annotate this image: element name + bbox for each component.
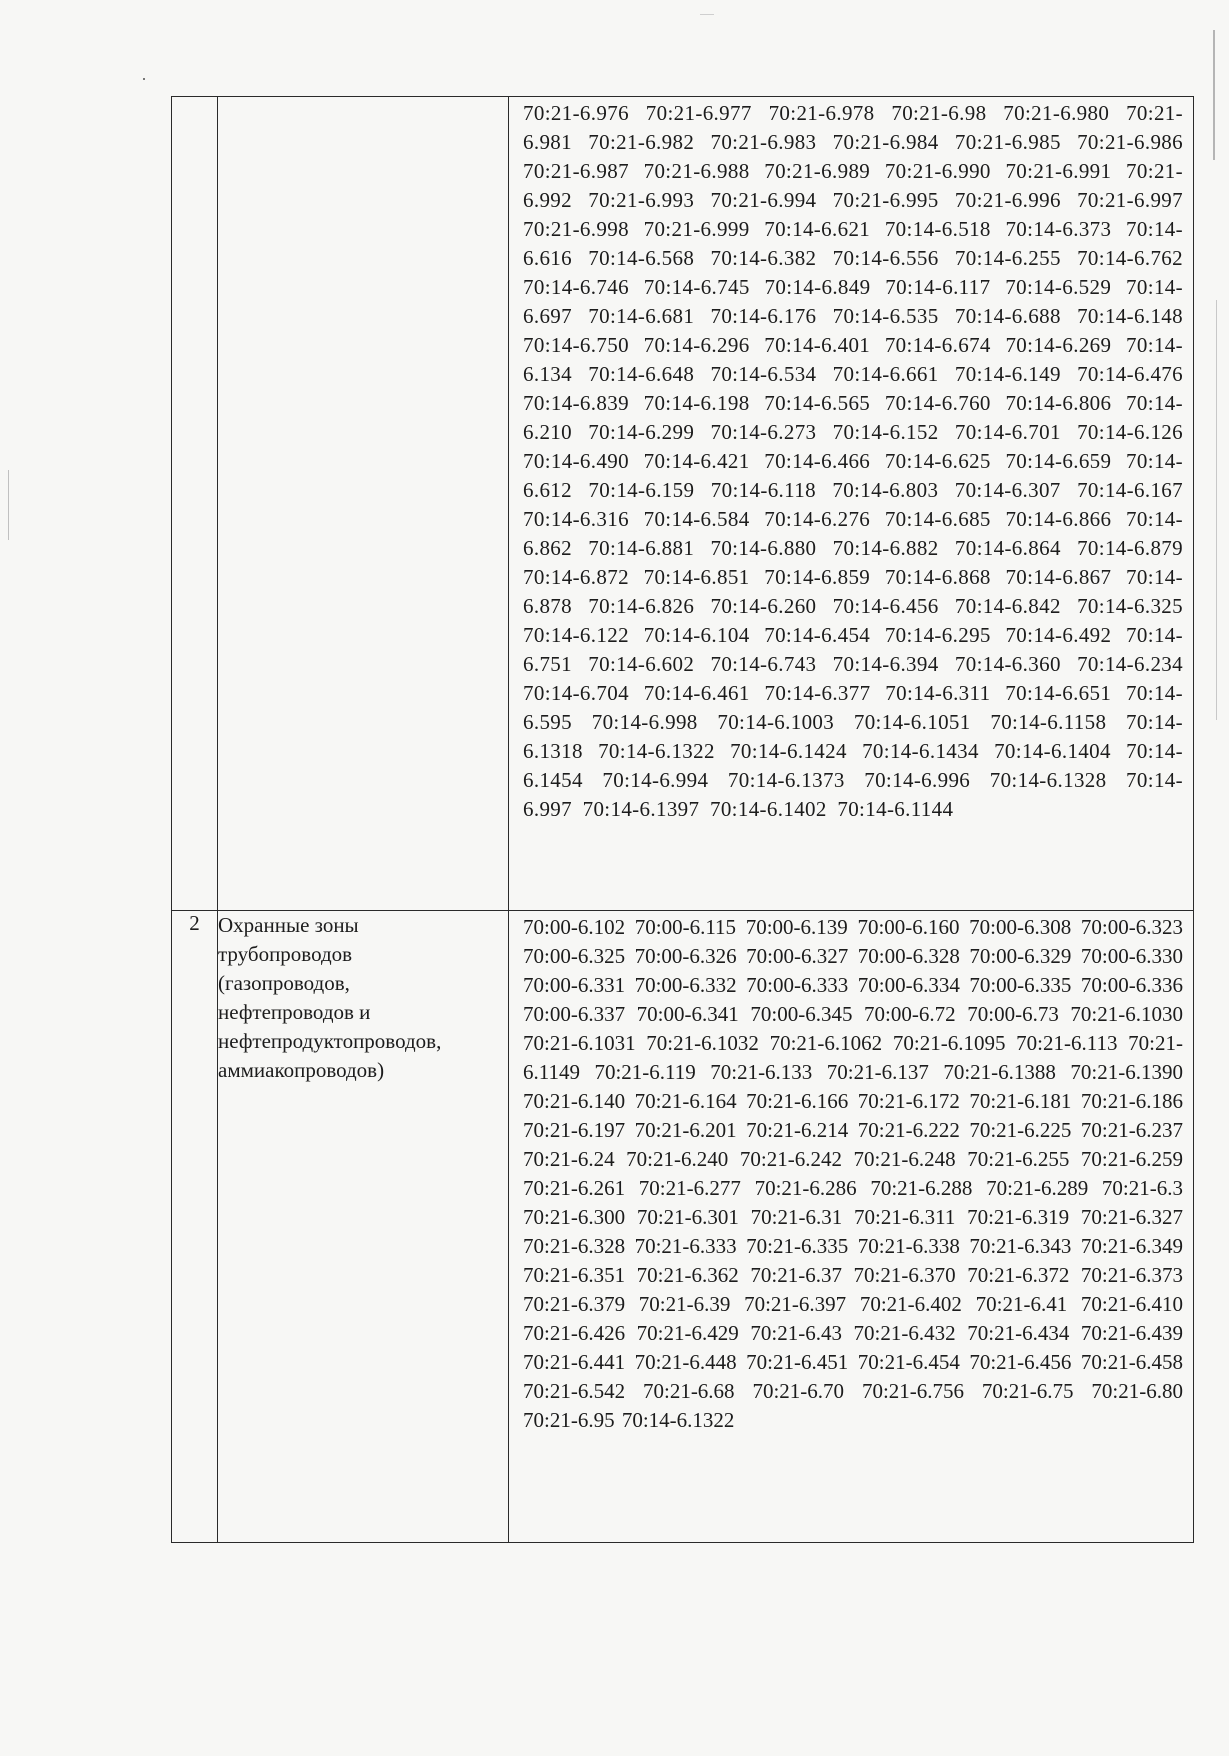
zone-name-line: аммиакопроводов) [218,1058,385,1082]
zone-name-line: нефтепродуктопроводов, [218,1029,442,1053]
cadastral-codes-cell [509,97,1194,911]
table-row [172,97,1194,911]
row-number-cell: 2 [172,911,218,1543]
zone-name-line: нефтепроводов и [218,1000,371,1024]
cadastral-codes-text: 70:00-6.102 70:00-6.115 70:00-6.139 70:00-6.160 70:00-6.308 70:00-6.323 70:00-6.325 70:00-6.326 70:00-6.327 70:00-6.328 70:00-6.329 70:00-6.330 70:00-6.331 70:00-6.332 70:00-6.333 70:00-6.334 70:00-6.335 70:00-6.336 70:00-6.337 70:00-6.341 70:00-6.345 70:00-6.72 70:00-6.73 70:21-6.1030 70:21-6.1031 70:21-6.1032 70:21-6.1062 70:21-6.1095 70:21-6.113 70:21-6.1149 70:21-6.119 70:21-6.133 70:21-6.137 70:21-6.1388 70:21-6.1390 70:21-6.140 70:21-6.164 70:21-6.166 70:21-6.172 70:21-6.181 70:21-6.186 70:21-6.197 70:21-6.201 70:21-6.214 70:21-6.222 70:21-6.225 70:21-6.237 70:21-6.24 70:21-6.240 70:21-6.242 70:21-6.248 70:21-6.255 70:21-6.259 70:21-6.261 70:21-6.277 70:21-6.286 70:21-6.288 70:21-6.289 70:21-6.3 70:21-6.300 70:21-6.301 70:21-6.31 70:21-6.311 70:21-6.319 70:21-6.327 70:21-6.328 70:21-6.333 70:21-6.335 70:21-6.338 70:21-6.343 70:21-6.349 70:21-6.351 70:21-6.362 70:21-6.37 70:21-6.370 70:21-6.372 70:21-6.373 70:21-6.379 70:21-6.39 70:21-6.397 70:21-6.402 70:21-6.41 70:21-6.410 70:21-6.426 70:21-6.429 70:21-6.43 70:21-6.432 70:21-6.434 70:21-6.439 70:21-6.441 70:21-6.448 70:21-6.451 70:21-6.454 70:21-6.456 70:21-6.458 70:21-6.542 70:21-6.68 70:21-6.70 70:21-6.756 70:21-6.75 70:21-6.80 70:21-6.95 70:14-6.1322 [523,915,1183,1432]
zones-table [171,96,1194,1543]
scan-edge-mark [1213,30,1215,160]
cadastral-codes-text: 70:21-6.976 70:21-6.977 70:21-6.978 70:21-6.98 70:21-6.980 70:21-6.981 70:21-6.982 70:21-6.983 70:21-6.984 70:21-6.985 70:21-6.986 70:21-6.987 70:21-6.988 70:21-6.989 70:21-6.990 70:21-6.991 70:21-6.992 70:21-6.993 70:21-6.994 70:21-6.995 70:21-6.996 70:21-6.997 70:21-6.998 70:21-6.999 70:14-6.621 70:14-6.518 70:14-6.373 70:14-6.616 70:14-6.568 70:14-6.382 70:14-6.556 70:14-6.255 70:14-6.762 70:14-6.746 70:14-6.745 70:14-6.849 70:14-6.117 70:14-6.529 70:14-6.697 70:14-6.681 70:14-6.176 70:14-6.535 70:14-6.688 70:14-6.148 70:14-6.750 70:14-6.296 70:14-6.401 70:14-6.674 70:14-6.269 70:14-6.134 70:14-6.648 70:14-6.534 70:14-6.661 70:14-6.149 70:14-6.476 70:14-6.839 70:14-6.198 70:14-6.565 70:14-6.760 70:14-6.806 70:14-6.210 70:14-6.299 70:14-6.273 70:14-6.152 70:14-6.701 70:14-6.126 70:14-6.490 70:14-6.421 70:14-6.466 70:14-6.625 70:14-6.659 70:14-6.612 70:14-6.159 70:14-6.118 70:14-6.803 70:14-6.307 70:14-6.167 70:14-6.316 70:14-6.584 70:14-6.276 70:14-6.685 70:14-6.866 70:14-6.862 70:14-6.881 70:14-6.880 70:14-6.882 70:14-6.864 70:14-6.879 70:14-6.872 70:14-6.851 70:14-6.859 70:14-6.868 70:14-6.867 70:14-6.878 70:14-6.826 70:14-6.260 70:14-6.456 70:14-6.842 70:14-6.325 70:14-6.122 70:14-6.104 70:14-6.454 70:14-6.295 70:14-6.492 70:14-6.751 70:14-6.602 70:14-6.743 70:14-6.394 70:14-6.360 70:14-6.234 70:14-6.704 70:14-6.461 70:14-6.377 70:14-6.311 70:14-6.651 70:14-6.595 70:14-6.998 70:14-6.1003 70:14-6.1051 70:14-6.1158 70:14-6.1318 70:14-6.1322 70:14-6.1424 70:14-6.1434 70:14-6.1404 70:14-6.1454 70:14-6.994 70:14-6.1373 70:14-6.996 70:14-6.1328 70:14-6.997 70:14-6.1397 70:14-6.1402 70:14-6.1144 [523,101,1183,821]
scan-edge-mark [1216,300,1217,720]
cadastral-codes-cell [509,911,1194,1543]
scan-speck [700,14,714,15]
zone-name-cell [218,97,509,911]
scan-edge-mark [8,470,9,540]
zone-name-cell [218,911,509,1543]
zone-name-line: (газопроводов, [218,971,350,995]
zone-name-line: Охранные зоны [218,913,359,937]
row-number-cell [172,97,218,911]
scan-speck [143,78,145,80]
zone-name-line: трубопроводов [218,942,353,966]
table-row [172,911,1194,1543]
